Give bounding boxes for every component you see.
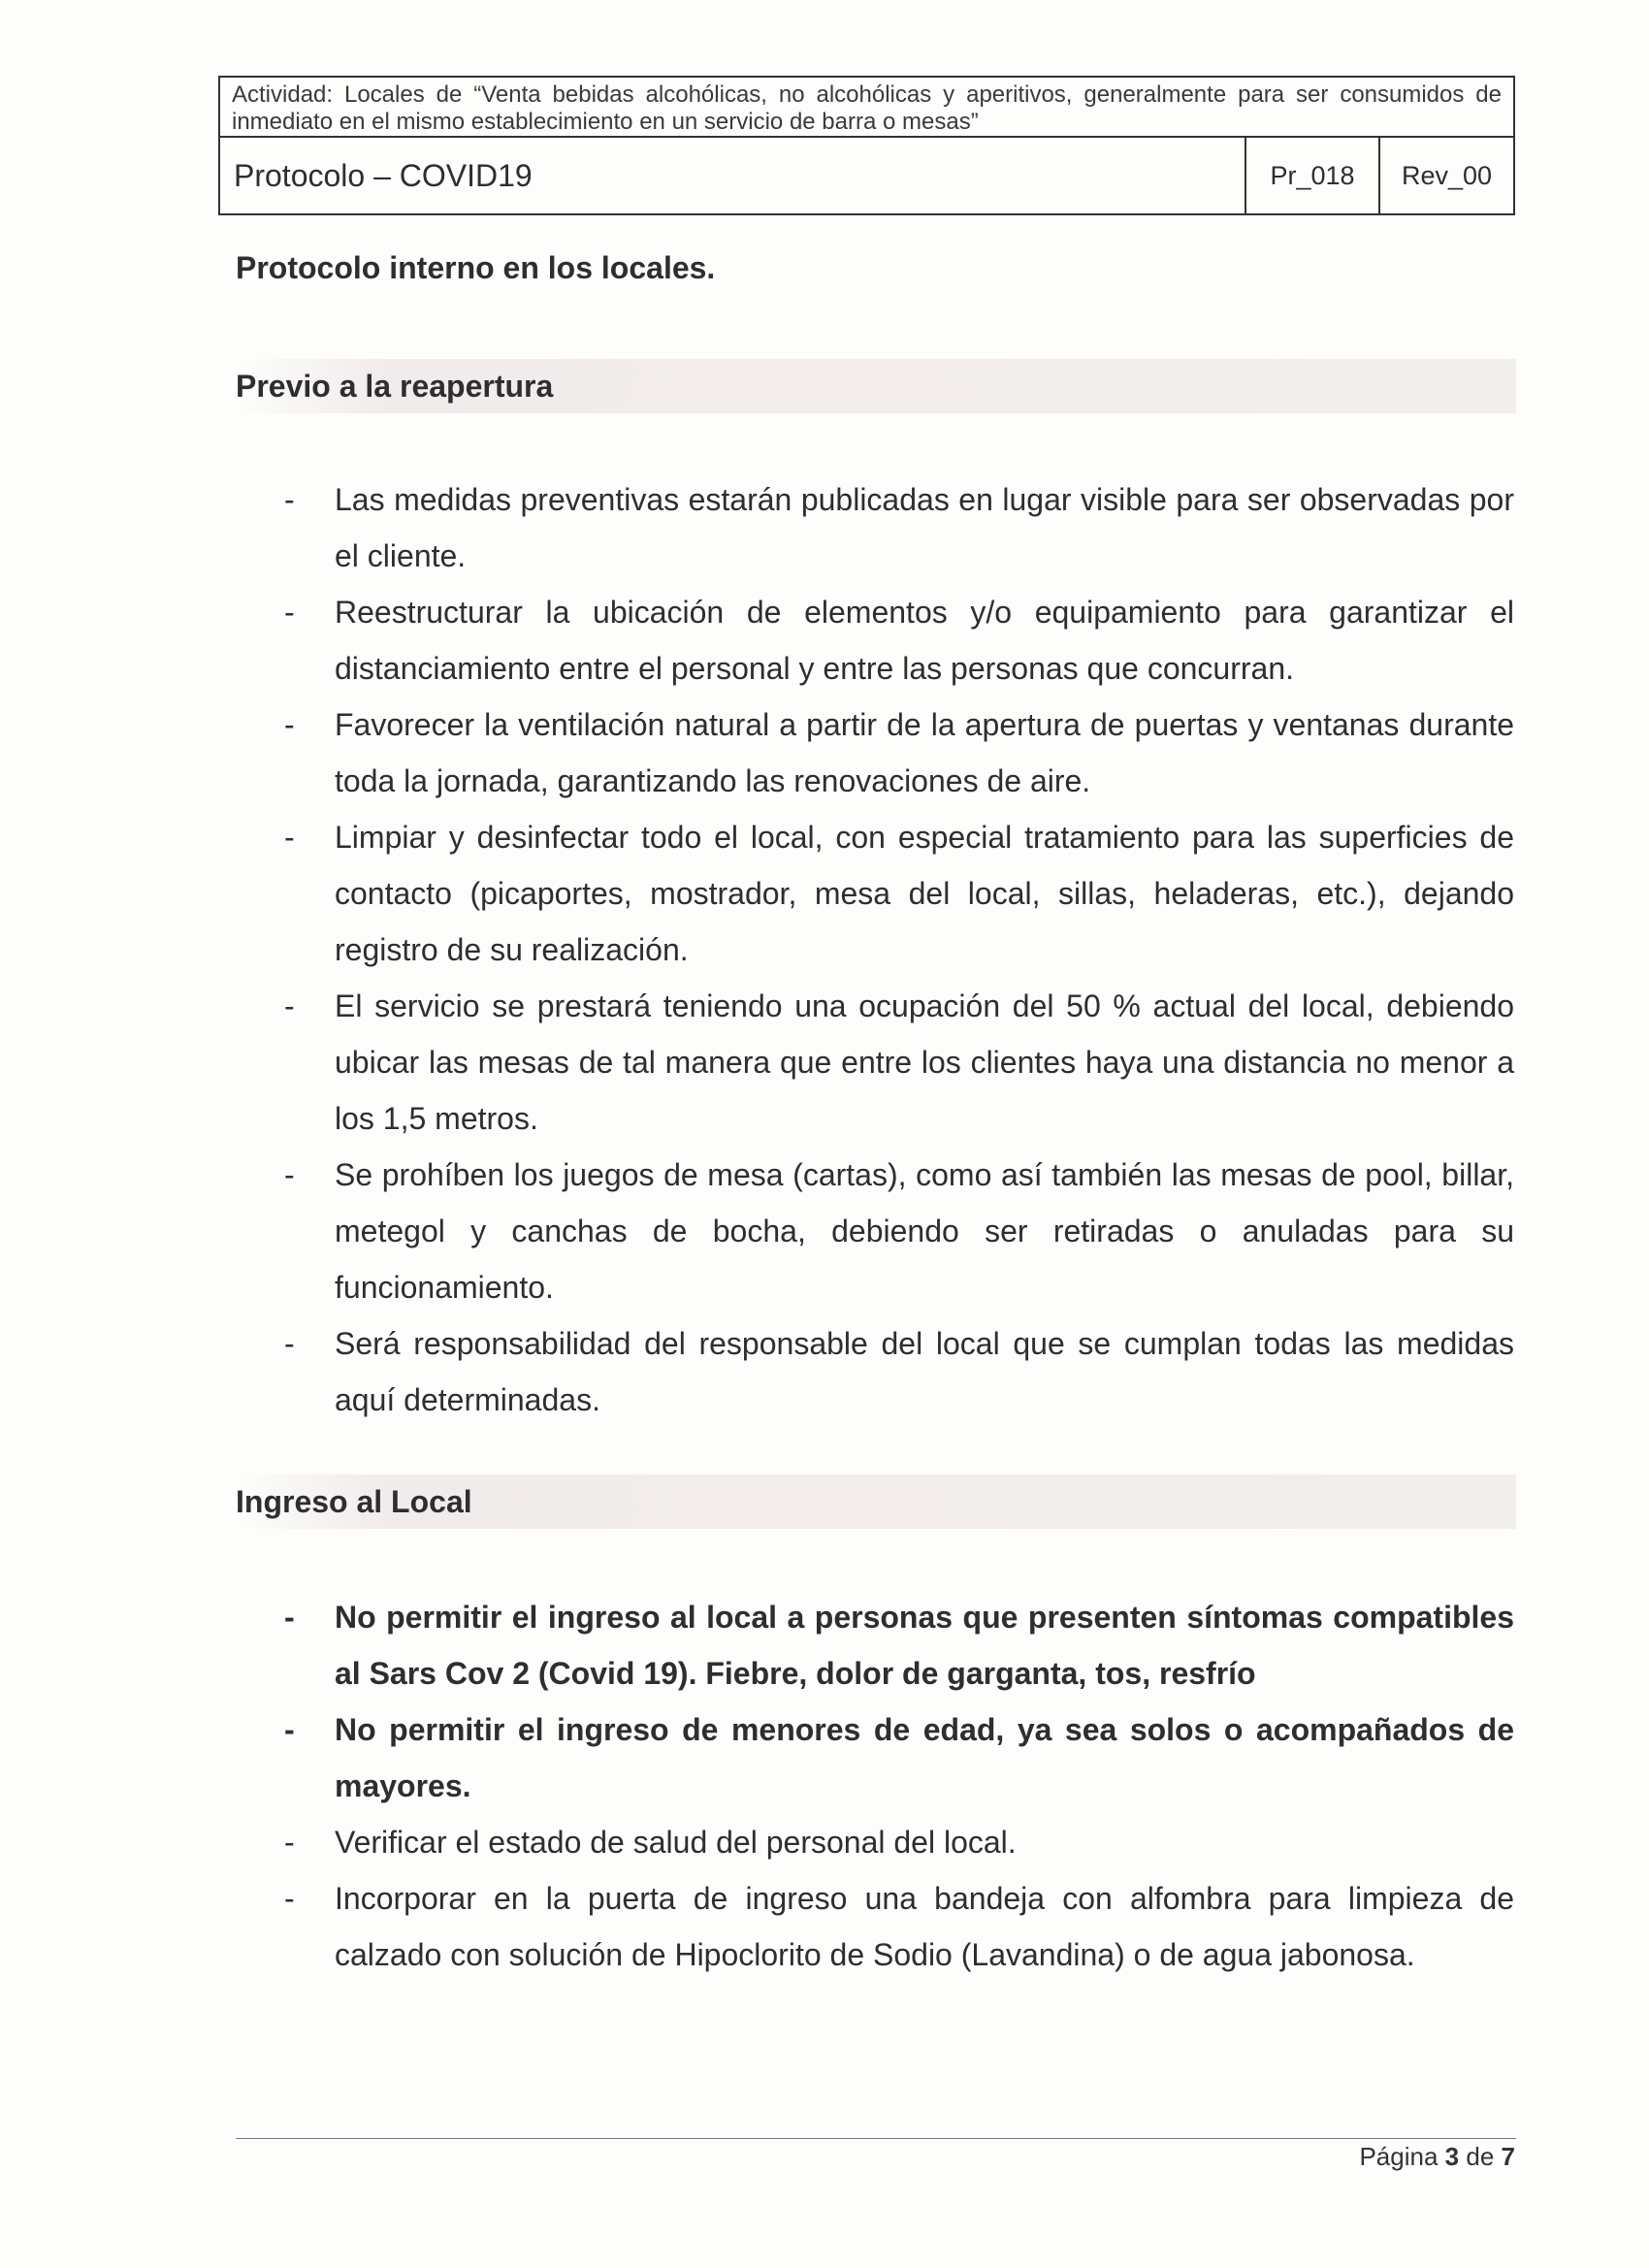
- section-title-previo: Previo a la reapertura: [236, 359, 1516, 413]
- list-previo: [284, 471, 1514, 1428]
- list-item: - Limpiar y desinfectar todo el local, con especial tratamiento para las superficies de contacto (picaportes, mostrador, mesa del local, sillas, heladeras, etc.), dejando registro de su realización.: [284, 820, 1514, 967]
- activity-description: Actividad: Locales de “Venta bebidas alcohólicas, no alcohólicas y aperitivos, generalmente para ser consumidos de inmediato en el mismo establecimiento en un servicio de barra o mesas”: [220, 78, 1513, 138]
- list-item: - Las medidas preventivas estarán publicadas en lugar visible para ser observadas por el cliente.: [284, 482, 1514, 573]
- list-item: - No permitir el ingreso de menores de edad, ya sea solos o acompañados de mayores.: [284, 1712, 1514, 1803]
- list-ingreso-bold: [284, 1589, 1514, 1814]
- list-item: - Incorporar en la puerta de ingreso una bandeja con alfombra para limpieza de calzado con solución de Hipoclorito de Sodio (Lavandina) o de agua jabonosa.: [284, 1881, 1514, 1972]
- protocol-title: Protocolo – COVID19: [220, 138, 1246, 213]
- section-title-ingreso: Ingreso al Local: [236, 1474, 1516, 1529]
- list-item: - Favorecer la ventilación natural a partir de la apertura de puertas y ventanas durante toda la jornada, garantizando las renovaciones de aire.: [284, 707, 1514, 798]
- page-number: Página 3 de 7: [1359, 2142, 1515, 2171]
- list-item: - Verificar el estado de salud del personal del local.: [284, 1825, 1017, 1860]
- revision-number: Rev_00: [1401, 160, 1493, 190]
- protocol-code: Pr_018: [1246, 138, 1380, 213]
- list-item: - Reestructurar la ubicación de elementos y/o equipamiento para garantizar el distanciamiento entre el personal y entre las personas que concurran.: [284, 595, 1514, 686]
- document-heading: Protocolo interno en los locales.: [236, 250, 716, 285]
- list-item: - No permitir el ingreso al local a personas que presenten síntomas compatibles al Sars Cov 2 (Covid 19). Fiebre, dolor de garganta, tos, resfrío: [284, 1600, 1514, 1691]
- list-item: - Se prohíben los juegos de mesa (cartas), como así también las mesas de pool, billar, metegol y canchas de bocha, debiendo ser retiradas o anuladas para su funcionamiento.: [284, 1157, 1514, 1305]
- list-item: - El servicio se prestará teniendo una ocupación del 50 % actual del local, debiendo ubicar las mesas de tal manera que entre los clientes haya una distancia no menor a los 1,5 metros.: [284, 988, 1514, 1136]
- footer-divider: [236, 2138, 1516, 2139]
- document-header-table: [218, 76, 1515, 215]
- header-row: [220, 138, 1513, 213]
- list-item: - Será responsabilidad del responsable del local que se cumplan todas las medidas aquí determinadas.: [284, 1326, 1514, 1417]
- list-ingreso: [284, 1814, 1514, 1983]
